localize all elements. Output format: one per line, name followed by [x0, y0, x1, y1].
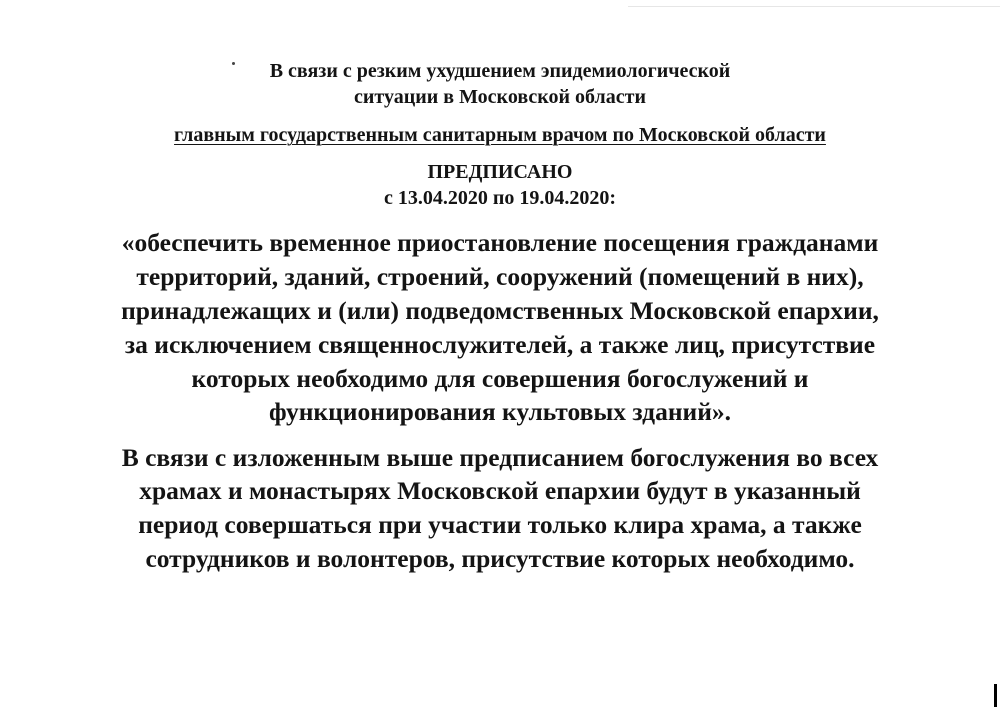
scan-edge-mark: [994, 684, 997, 707]
quote-line-3: принадлежащих и (или) подведомственных Московской епархии,: [121, 296, 879, 325]
conclusion-line-3: период совершаться при участии только клира храма, а также: [138, 510, 862, 539]
quote-line-6: функционирования культовых зданий».: [268, 397, 732, 426]
quote-line-1: «обеспечить временное приостановление посещения гражданами: [121, 228, 879, 257]
quote-line-2: территорий, зданий, строений, сооружений (помещений в них),: [136, 262, 864, 291]
prescribed-period: с 13.04.2020 по 19.04.2020:: [383, 187, 617, 209]
header-line-1: В связи с резким ухудшением эпидемиологической: [269, 60, 731, 82]
quote-line-5: которых необходимо для совершения богослужений и: [191, 364, 809, 393]
conclusion-line-2: храмах и монастырях Московской епархии будут в указанный: [139, 476, 861, 505]
header-line-2: ситуации в Московской области: [354, 86, 646, 108]
conclusion-line-4: сотрудников и волонтеров, присутствие которых необходимо.: [145, 544, 855, 573]
prescribed-title: ПРЕДПИСАНО: [427, 161, 573, 183]
quote-line-4: за исключением священнослужителей, а также лиц, присутствие: [124, 330, 876, 359]
conclusion-line-1: В связи с изложенным выше предписанием богослужения во всех: [121, 443, 879, 472]
scan-border-line: [628, 6, 1000, 7]
authority-line: главным государственным санитарным врачом по Московской области: [174, 124, 826, 146]
